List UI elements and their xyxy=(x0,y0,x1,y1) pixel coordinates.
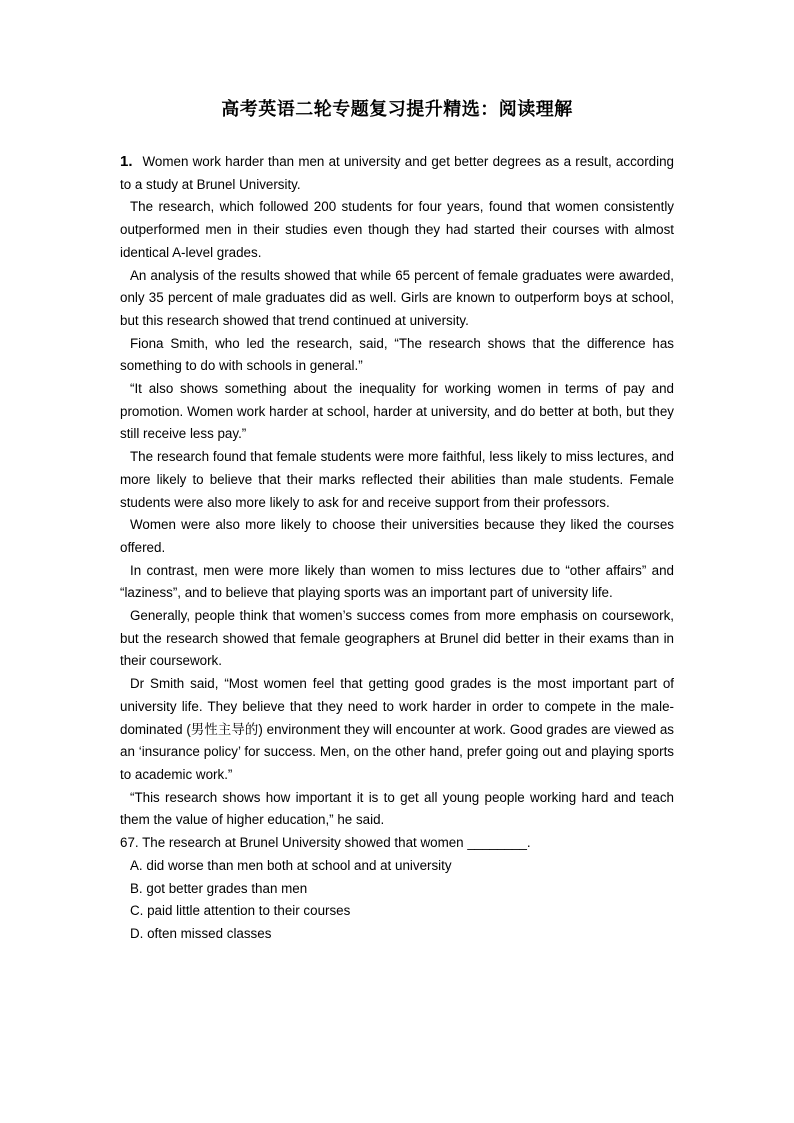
option-c: C. paid little attention to their courses xyxy=(130,903,351,919)
option-a: A. did worse than men both at school and at university xyxy=(130,857,452,873)
option-b: B. got better grades than men xyxy=(130,880,308,896)
reading-passage xyxy=(120,151,674,946)
answer-options xyxy=(120,855,674,946)
option-d: D. often missed classes xyxy=(130,925,272,941)
passage-paragraph: Dr Smith said, “Most women feel that getting good grades is the most important part of university life. They believe that they need to work harder in order to compete in the male-dominated (男性主导的) environment they will encounter at work. Good grades are viewed as an ‘insurance policy’ for success. Men, on the other hand, prefer going out and playing sports to academic work.” xyxy=(120,676,674,782)
passage-paragraph: Fiona Smith, who led the research, said, “The research shows that the difference has something to do with schools in general.” xyxy=(120,335,674,374)
question-stem: 67. The research at Brunel University showed that women ________. xyxy=(120,835,531,851)
passage-paragraph: Generally, people think that women’s success comes from more emphasis on coursework, but the research showed that female geographers at Brunel did better in their exams than in their coursework. xyxy=(120,608,674,669)
passage-paragraph: In contrast, men were more likely than women to miss lectures due to “other affairs” and “laziness”, and to believe that playing sports was an important part of university life. xyxy=(120,562,674,601)
passage-paragraph: Women were also more likely to choose their universities because they liked the courses offered. xyxy=(120,517,674,555)
passage-paragraph: The research, which followed 200 students for four years, found that women consistently outperformed men in their studies even though they had started their courses with almost identical A-level grades. xyxy=(120,199,674,260)
page-title: 高考英语二轮专题复习提升精选：阅读理解 xyxy=(221,99,573,120)
passage-paragraph: “It also shows something about the inequality for working women in terms of pay and promotion. Women work harder at school, harder at university, and do better at both, but they still receive less pay.” xyxy=(120,381,674,442)
passage-paragraph: The research found that female students were more faithful, less likely to miss lectures, and more likely to believe that their marks reflected their abilities than male students. Female students were also more likely to ask for and receive support from their professors. xyxy=(120,449,674,510)
passage-number: 1. xyxy=(120,153,133,170)
passage-paragraph: “This research shows how important it is to get all young people working hard and teach them the value of higher education,” he said. xyxy=(120,789,674,828)
passage-paragraph: An analysis of the results showed that while 65 percent of female graduates were awarded, only 35 percent of male graduates did as well. Girls are known to outperform boys at school, but this research showed that trend continued at university. xyxy=(120,267,674,328)
passage-paragraph: 1. Women work harder than men at university and get better degrees as a result, according to a study at Brunel University. xyxy=(120,153,674,192)
